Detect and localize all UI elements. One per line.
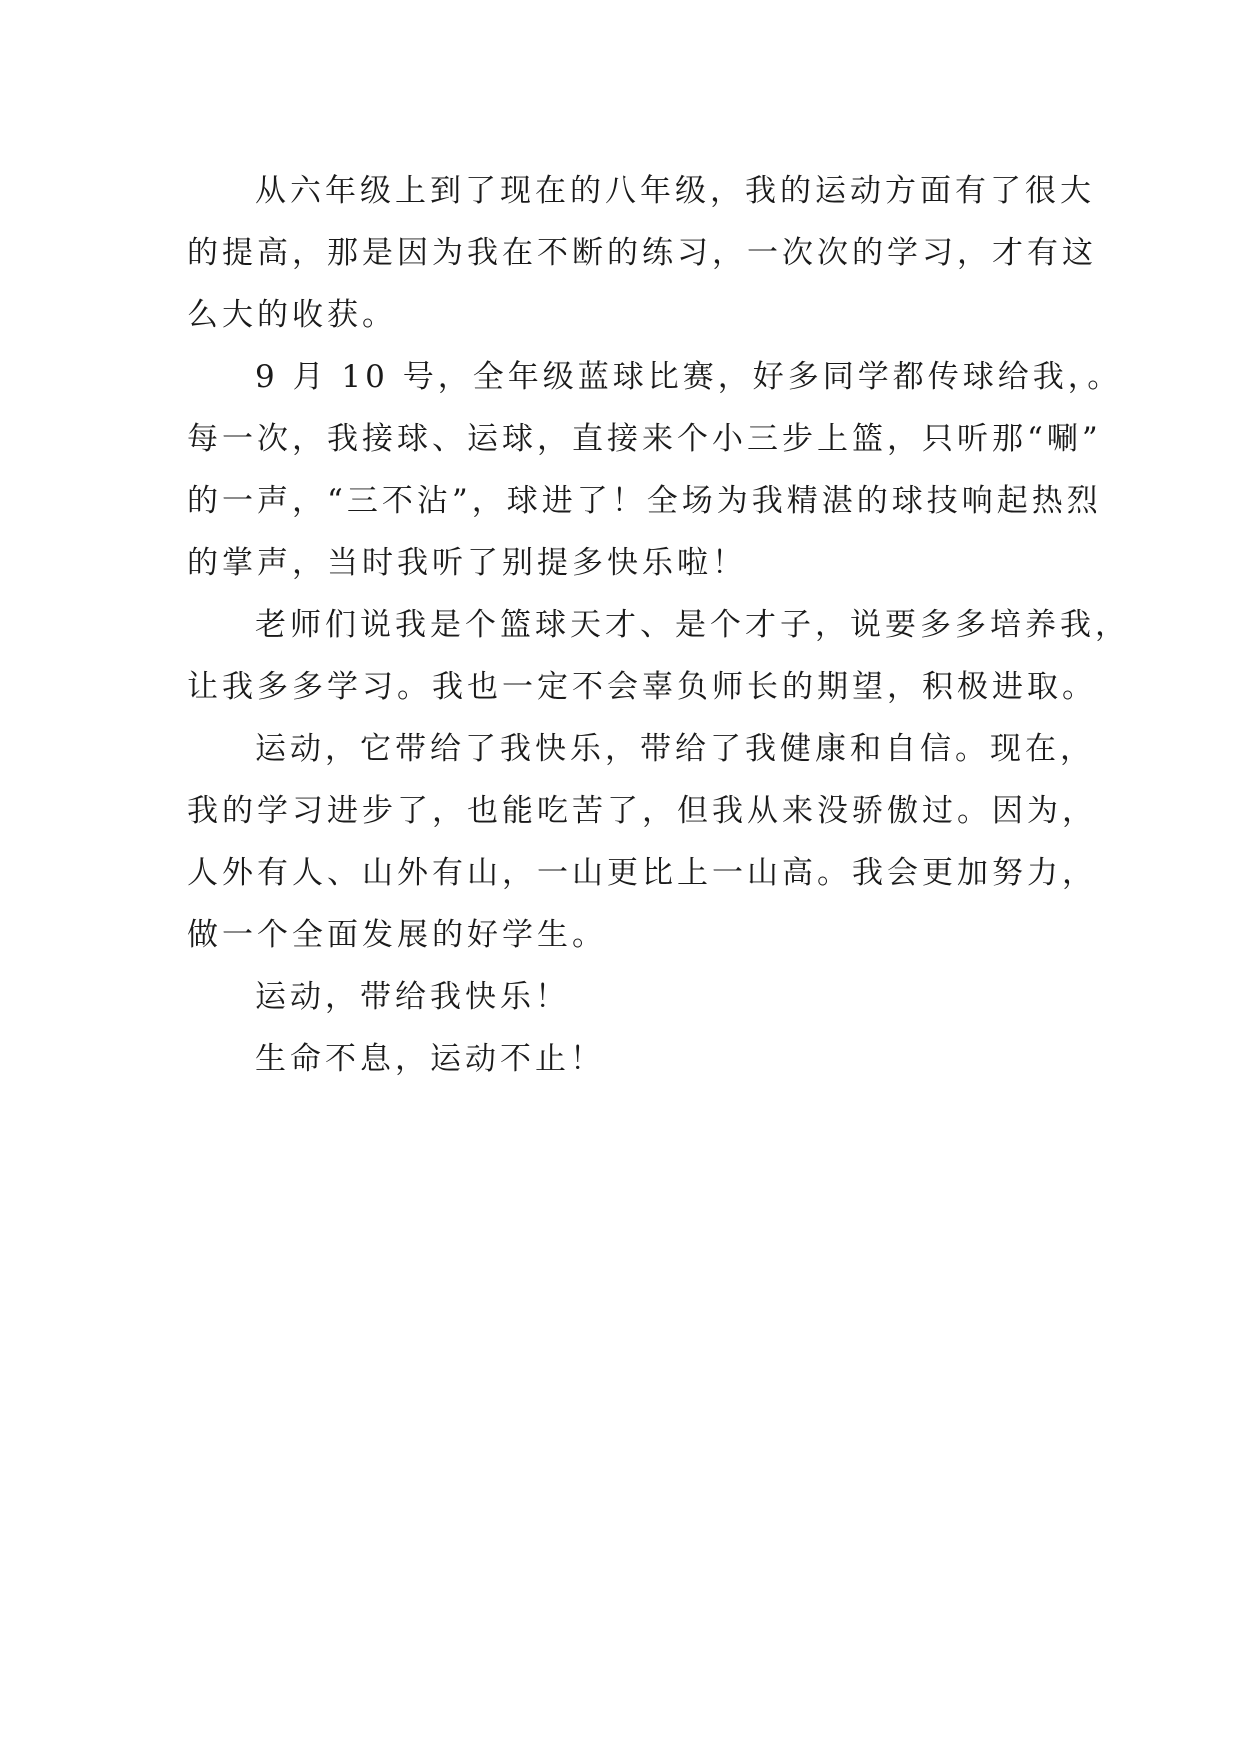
text-line: 老师们说我是个篮球天才、是个才子，说要多多培养我， — [255, 607, 1130, 643]
paragraph-1 — [187, 160, 1097, 346]
text-line: 运动，带给我快乐！ — [255, 979, 570, 1015]
text-line: 从六年级上到了现在的八年级，我的运动方面有了很大 — [255, 173, 1095, 209]
text-line: 的提高，那是因为我在不断的练习，一次次的学习，才有这 — [187, 235, 1097, 271]
text-line: 每一次，我接球、运球，直接来个小三步上篮，只听那“唰” — [187, 421, 1102, 457]
text-line: 人外有人、山外有山，一山更比上一山高。我会更加努力， — [187, 855, 1097, 891]
text-line: 的掌声，当时我听了别提多快乐啦！ — [187, 545, 747, 581]
paragraph-3 — [187, 594, 1130, 718]
paragraph-2 — [187, 346, 1123, 594]
paragraph-6 — [187, 1028, 1067, 1090]
text-line: 的一声，“三不沾”，球进了！全场为我精湛的球技响起热烈 — [187, 483, 1102, 519]
text-line: 生命不息，运动不止！ — [255, 1041, 605, 1077]
text-line: 么大的收获。 — [187, 297, 397, 333]
text-line: 运动，它带给了我快乐，带给了我健康和自信。现在， — [255, 731, 1095, 767]
document-body — [187, 160, 1130, 1090]
text-line: 做一个全面发展的好学生。 — [187, 917, 607, 953]
text-line: 让我多多学习。我也一定不会辜负师长的期望，积极进取。 — [187, 669, 1097, 705]
text-line: 我的学习进步了，也能吃苦了，但我从来没骄傲过。因为， — [187, 793, 1097, 829]
text-line: 9 月 10 号，全年级蓝球比赛，好多同学都传球给我，。 — [255, 359, 1123, 395]
paragraph-5 — [187, 966, 1067, 1028]
paragraph-4 — [187, 718, 1097, 966]
